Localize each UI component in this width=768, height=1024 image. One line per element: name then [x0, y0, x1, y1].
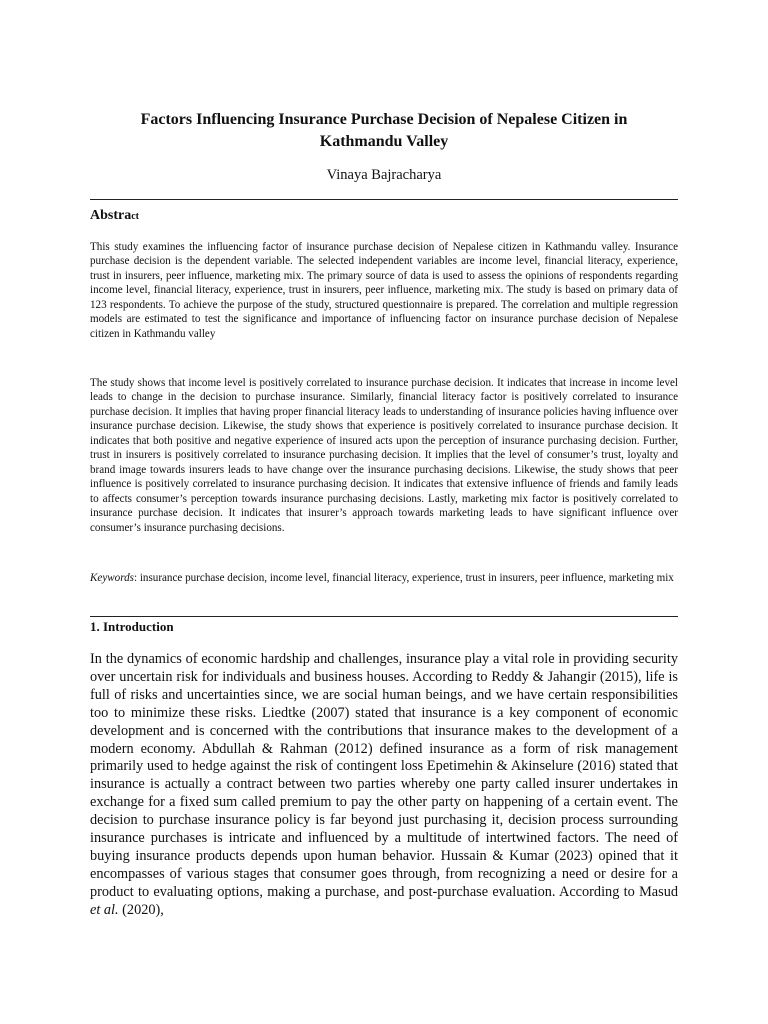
keywords-label: Keywords	[90, 572, 134, 584]
introduction-text-em: et al.	[90, 901, 119, 918]
keywords	[90, 571, 678, 585]
author-name: Vinaya Bajracharya	[326, 167, 442, 183]
abstract-paragraph-2: The study shows that income level is positively correlated to insurance purchase decision. It indicates that increase in income level leads to change in the decision to purchase insurance. Similarly, financial literacy factor is positively correlated to insurance purchase decision. It implies that having proper financial literacy leads to understanding of insurance policies having influence over insurance purchase decision. Likewise, the study shows that experience is positively correlated to insurance purchase decision. It indicates that both positive and negative experience of insured acts upon the perception of insurance purchasing decision. Further, trust in insurers is positively correlated to insurance purchasing decision. It implies that the level of consumer’s trust, loyalty and brand image towards insurers leads to have change over the insurance purchasing decisions. Likewise, the study shows that peer influence is positively correlated to insurance purchasing decision. It indicates that extensive influence of friends and family leads to affects consumer’s perception towards insurance purchasing decisions. Lastly, marketing mix factor is positively correlated to insurance purchase decision. It indicates that insurer’s approach towards marketing leads to have significant influence over consumer’s insurance purchasing decisions.	[90, 377, 678, 534]
abstract-heading-small: ct	[131, 211, 140, 222]
introduction-text-a: In the dynamics of economic hardship and challenges, insurance play a vital role in providing security over uncertain risk for individuals and business houses. According to Reddy & Jahangir (2015), life is full of risks and uncertainties since, we are social human beings, and we have certain responsibilities too to minimize these risks. Liedtke (2007) stated that insurance is a key component of economic development and is concerned with the contributions that insurance makes to the development of a modern economy. Abdullah & Rahman (2012) defined insurance as a form of risk management primarily used to hedge against the risk of contingent loss Epetimehin & Akinselure (2016) stated that insurance is actually a contract between two parties whereby one party called insurer undertakes in exchange for a fixed sum called premium to pay the other party on happening of a certain event. The decision to purchase insurance policy is far beyond just purchasing it, decision process surrounding insurance purchases is intricate and influenced by a multitude of intertwined factors. The need of buying insurance products depends upon human behavior. Hussain & Kumar (2023) opined that it encompasses of various stages that consumer goes through, from recognizing a need or desire for a product to evaluating options, making a purchase, and post-purchase evaluation. According to Masud	[90, 651, 678, 900]
abstract-heading-main: Abstra	[90, 208, 132, 223]
section-heading-introduction: 1. Introduction	[90, 619, 174, 634]
top-divider	[90, 199, 678, 200]
paper-title-line-1: Factors Influencing Insurance Purchase Decision of Nepalese Citizen in	[140, 111, 628, 128]
abstract-heading	[90, 207, 139, 226]
introduction-paragraph	[90, 651, 678, 920]
section-divider	[90, 616, 678, 617]
abstract-paragraph-1: This study examines the influencing factor of insurance purchase decision of Nepalese citizen in Kathmandu valley. Insurance purchase decision is the dependent variable. The selected independent variables are income level, financial literacy, experience, trust in insurers, peer influence, marketing mix. The primary source of data is used to assess the opinions of respondents regarding income level, financial literacy, experience, trust in insurers, peer influence, marketing mix. The study is based on primary data of 123 respondents. To achieve the purpose of the study, structured questionnaire is prepared. The correlation and multiple regression models are estimated to test the significance and importance of influencing factor on insurance purchase decision of Nepalese citizen in Kathmandu valley	[90, 241, 678, 340]
keywords-text: : insurance purchase decision, income level, financial literacy, experience, trust in insurers, peer influence, marketing mix	[133, 572, 674, 584]
paper-title	[90, 109, 678, 153]
paper-title-line-2: Kathmandu Valley	[319, 133, 449, 150]
introduction-text-b: (2020),	[118, 901, 164, 918]
